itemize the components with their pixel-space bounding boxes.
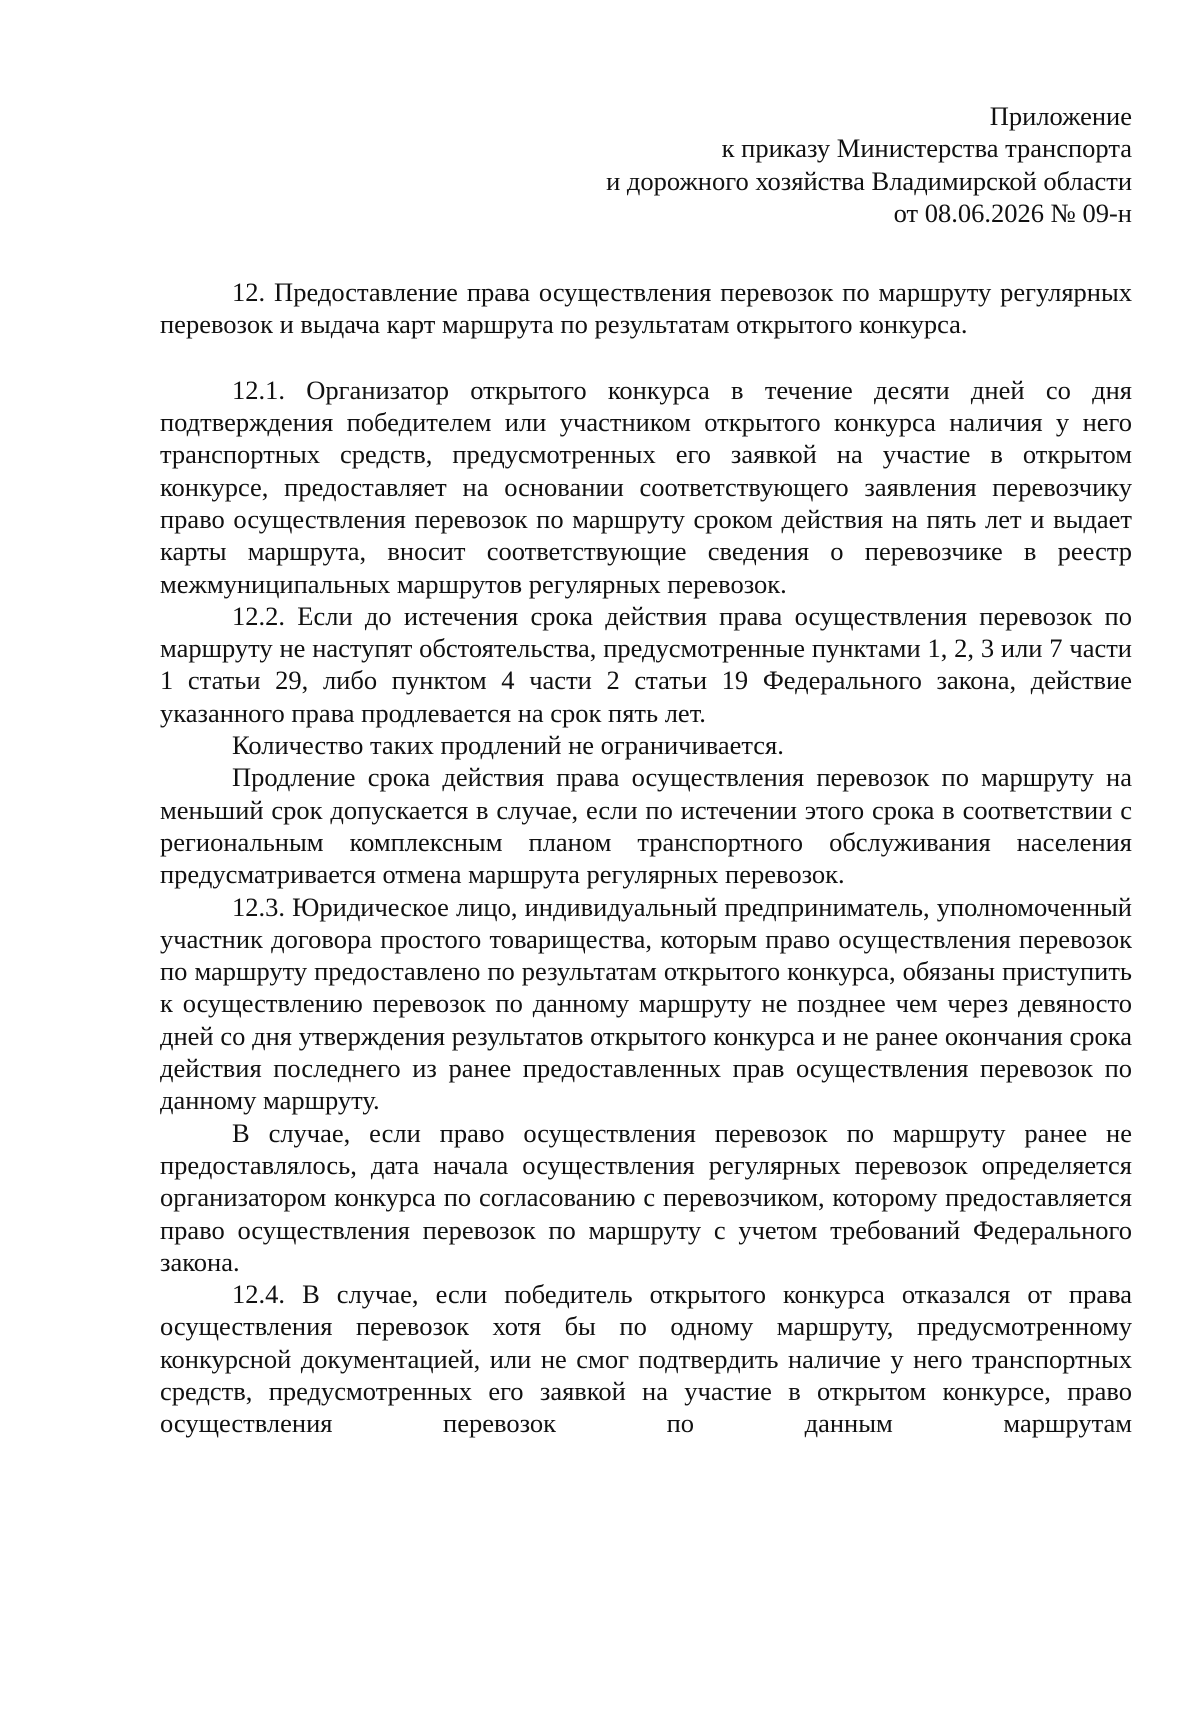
paragraph-12-2: 12.2. Если до истечения срока действия права осуществления перевозок по маршруту не наступят обстоятельства, предусмотренные пунктами 1, 2, 3 или 7 части 1 статьи 29, либо пунктом 4 части 2 статьи 19 Федерального закона, действие указанного права продлевается на срок пять лет. <box>160 600 1132 728</box>
paragraph-shorter-term: Продление срока действия права осуществления перевозок по маршруту на меньший срок допускается в случае, если по истечении этого срока в соответствии с региональным комплексным планом транспортного обслуживания населения предусматривается отмена маршрута регулярных перевозок. <box>160 762 1132 890</box>
paragraph-12-1: 12.1. Организатор открытого конкурса в течение десяти дней со дня подтверждения победителем или участником открытого конкурса наличия у него транспортных средств, предусмотренных его заявкой на участие в открытом конкурсе, предоставляет на основании соответствующего заявления перевозчику право осуществления перевозок по маршруту сроком действия на пять лет и выдает карты маршрута, вносит соответствующие сведения о перевозчике в реестр межмуниципальных маршрутов регулярных перевозок. <box>160 374 1132 599</box>
appendix-date-number: от 08.06.2026 № 09-н <box>893 197 1132 228</box>
paragraph-extensions: Количество таких продлений не ограничивается. <box>232 730 784 761</box>
appendix-ministry-line: и дорожного хозяйства Владимирской области <box>606 165 1132 196</box>
document-page <box>160 100 1132 1440</box>
paragraph-start-date: В случае, если право осуществления перевозок по маршруту ранее не предоставлялось, дата начала осуществления регулярных перевозок определяется организатором конкурса по согласованию с перевозчиком, которому предоставляется право осуществления перевозок по маршруту с учетом требований Федерального закона. <box>160 1117 1132 1277</box>
paragraph-12-4: 12.4. В случае, если победитель открытого конкурса отказался от права осуществления перевозок хотя бы по одному маршруту, предусмотренному конкурсной документацией, или не смог подтвердить наличие у него транспортных средств, предусмотренных его заявкой на участие в открытом конкурсе, право осуществления перевозок по данным маршрутам <box>160 1279 1132 1439</box>
appendix-title: Приложение <box>989 101 1132 131</box>
section-heading: 12. Предоставление права осуществления перевозок по маршруту регулярных перевозок и выдача карт маршрута по результатам открытого конкурса. <box>160 277 1132 340</box>
paragraph-12-3: 12.3. Юридическое лицо, индивидуальный предприниматель, уполномоченный участник договора простого товарищества, которым право осуществления перевозок по маршруту предоставлено по результатам открытого конкурса, обязаны приступить к осуществлению перевозок по данному маршруту не позднее чем через девяносто дней со дня утверждения результатов открытого конкурса и не ранее окончания срока действия последнего из ранее предоставленных прав осуществления перевозок по данному маршруту. <box>160 891 1132 1116</box>
appendix-order-line: к приказу Министерства транспорта <box>721 133 1132 164</box>
appendix-header <box>160 100 1132 229</box>
